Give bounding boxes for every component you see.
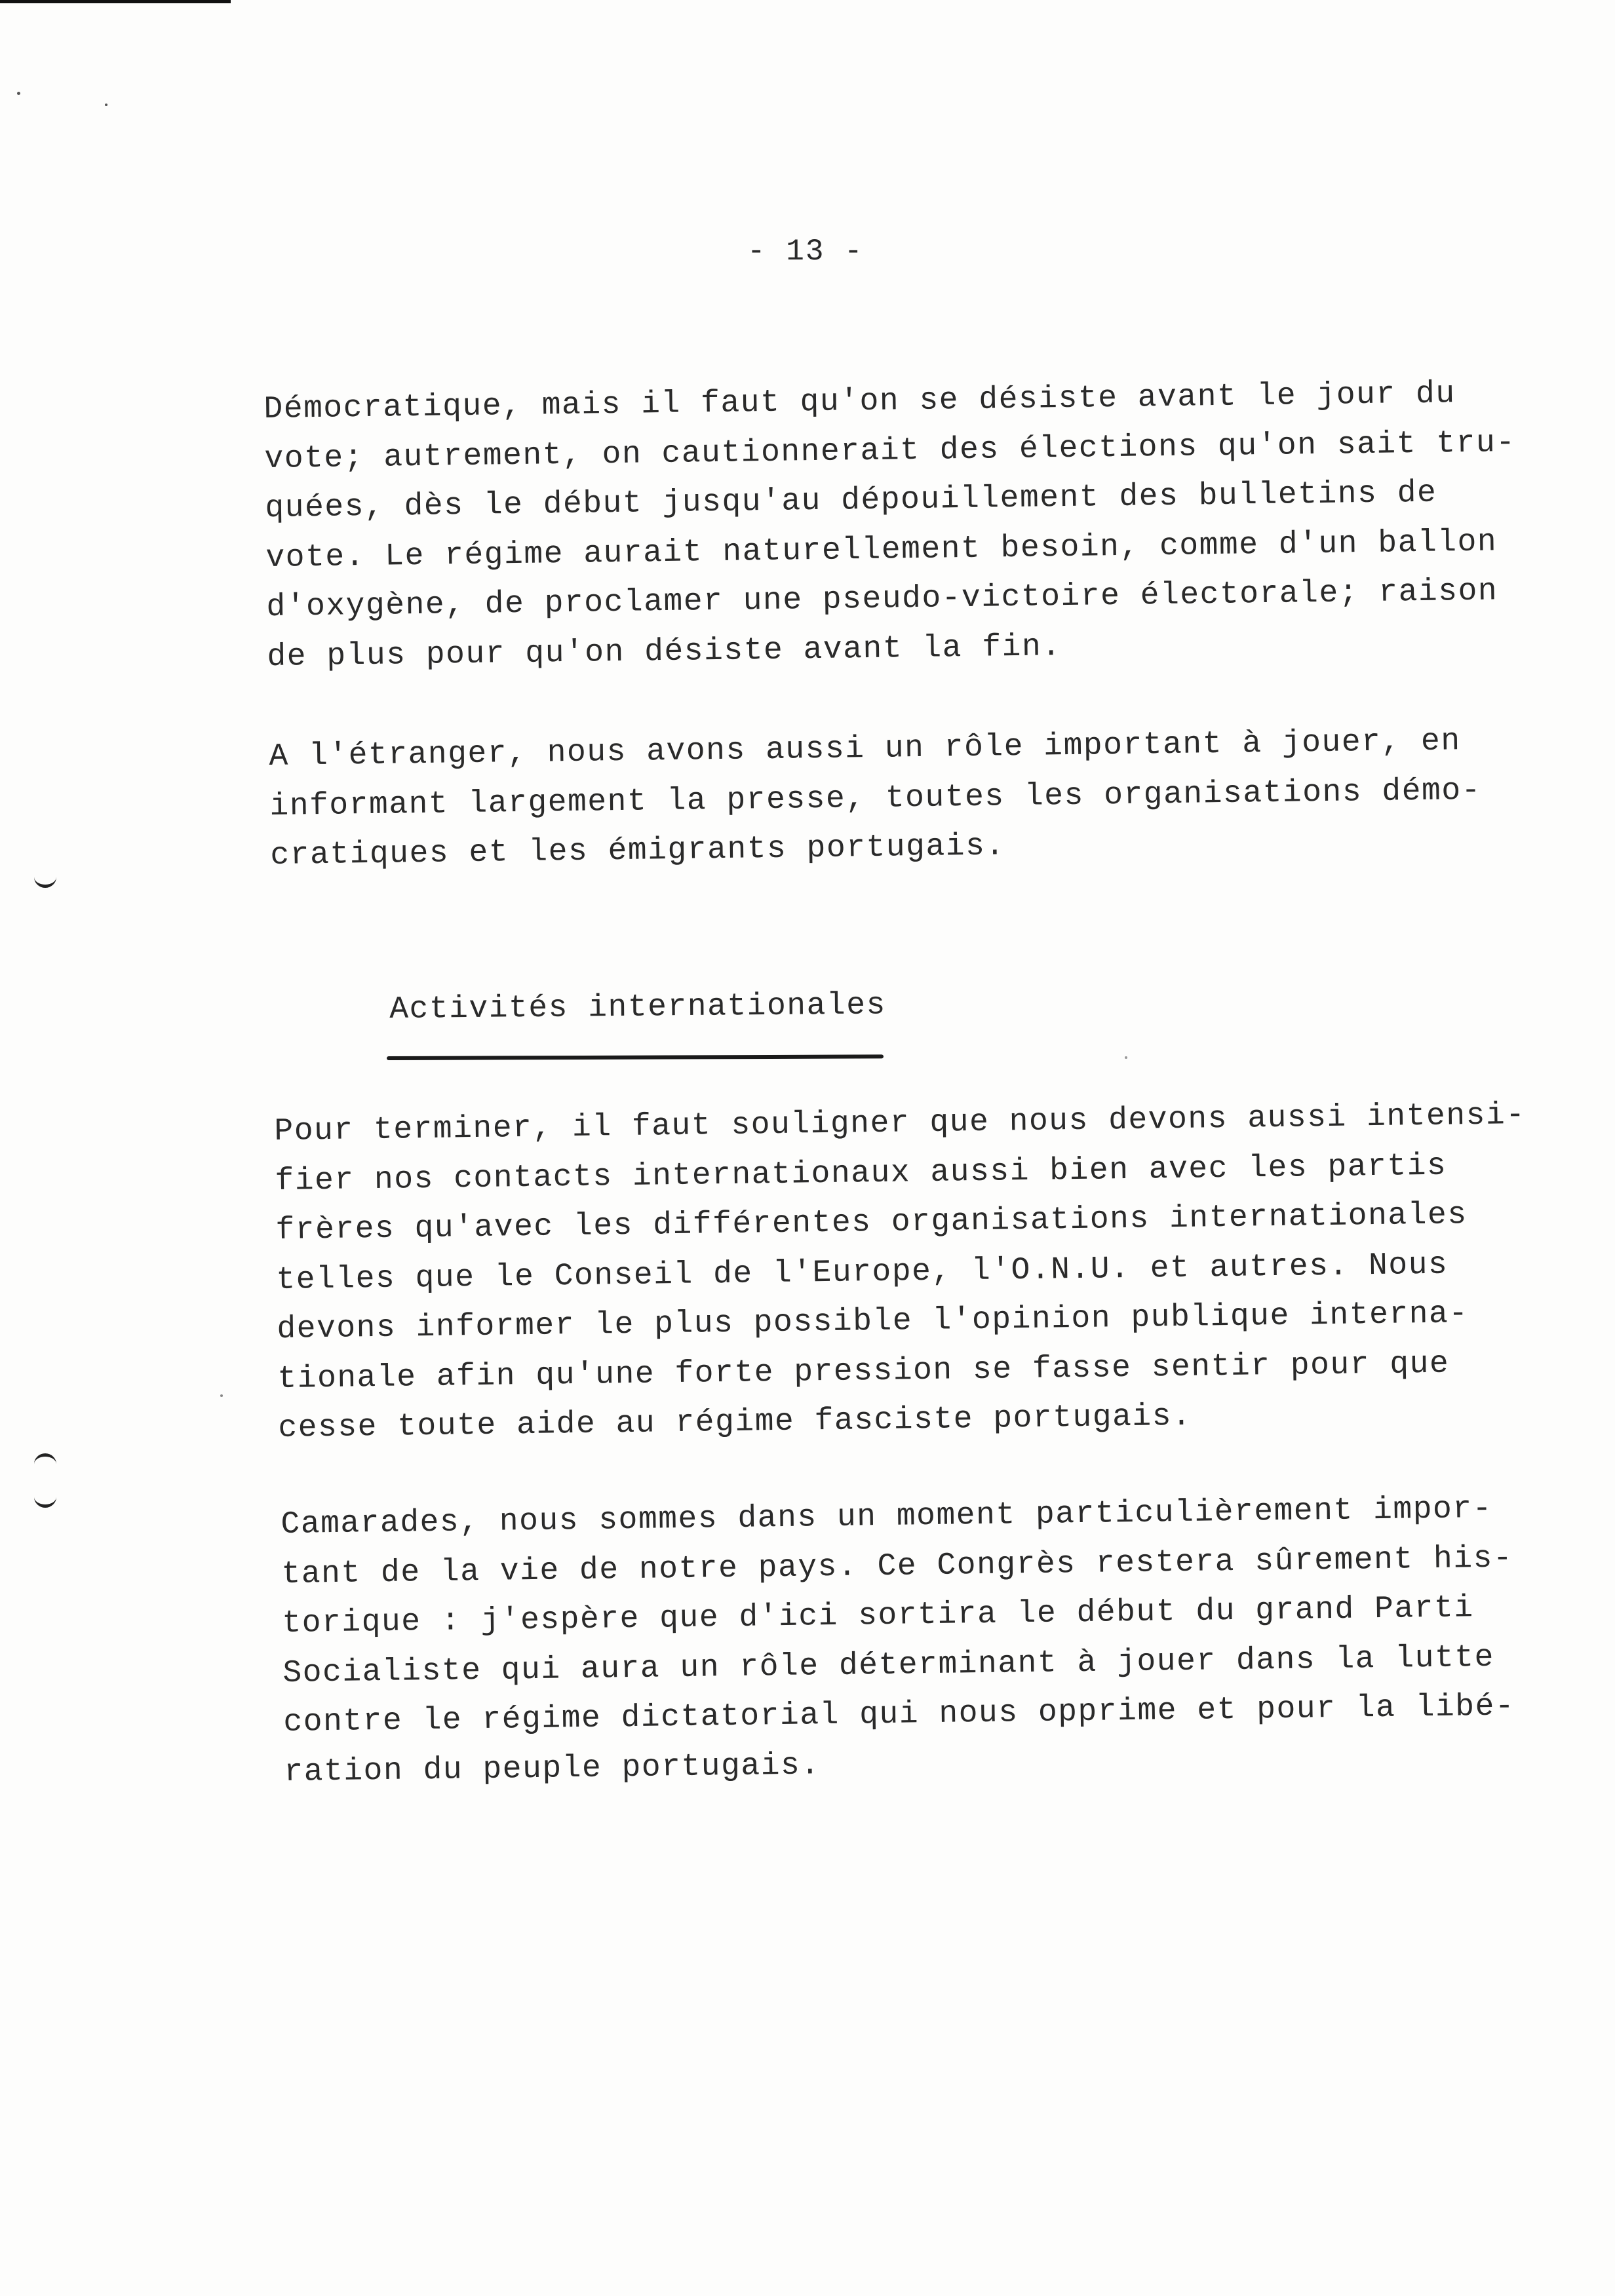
text-line: informant largement la presse, toutes les organisations démo- [269,773,1482,824]
text-line: cratiques et les émigrants portugais. [270,828,1005,873]
text-line: ration du peuple portugais. [284,1747,821,1790]
heading-underline [387,1054,884,1060]
text-line: torique : j'espère que d'ici sortira le début du grand Parti [282,1590,1474,1641]
text-line: Camarades, nous sommes dans un moment particulièrement impor- [281,1491,1493,1542]
punch-hole-mark [34,866,56,888]
paragraph-abroad [269,717,1482,881]
paragraph-international-contacts [274,1091,1530,1453]
text-line: d'oxygène, de proclamer une pseudo-victoire électorale; raison [266,573,1498,625]
scan-speck [105,104,107,106]
scan-speck [17,92,20,95]
text-line: Pour terminer, il faut souligner que nous devons aussi intensi- [274,1098,1526,1149]
text-line: telles que le Conseil de l'Europe, l'O.N.U. et autres. Nous [276,1247,1449,1298]
text-line: Socialiste qui aura un rôle déterminant à jouer dans la lutte [282,1639,1495,1691]
text-line: A l'étranger, nous avons aussi un rôle important à jouer, en [269,723,1461,775]
scan-edge-mark [0,0,231,3]
text-line: Démocratique, mais il faut qu'on se désiste avant le jour du [263,376,1456,427]
scan-speck [220,1394,223,1397]
paragraph-closing [281,1484,1516,1797]
punch-hole-mark [34,1453,56,1475]
punch-hole-mark [34,1486,56,1508]
paragraph-elections [263,369,1519,682]
scan-speck [1125,1056,1127,1059]
section-heading: Activités internationales [389,987,887,1027]
text-line: tant de la vie de notre pays. Ce Congrès restera sûrement his- [281,1540,1513,1592]
page-number: - 13 - [747,235,864,269]
text-line: frères qu'avec les différentes organisations internationales [275,1197,1468,1248]
text-line: cesse toute aide au régime fasciste portugais. [278,1398,1192,1446]
text-line: fier nos contacts internationaux aussi bien avec les partis [275,1148,1447,1199]
text-line: de plus pour qu'on désiste avant la fin. [267,628,1062,675]
text-line: devons informer le plus possible l'opinion publique interna- [277,1296,1469,1347]
text-line: vote; autrement, on cautionnerait des élections qu'on sait tru- [264,425,1516,477]
text-line: quées, dès le début jusqu'au dépouillement des bulletins de [265,475,1437,526]
text-line: vote. Le régime aurait naturellement besoin, comme d'un ballon [265,524,1498,576]
text-line: contre le régime dictatorial qui nous opprime et pour la libé- [283,1689,1515,1740]
text-line: tionale afin qu'une forte pression se fasse sentir pour que [277,1346,1450,1397]
